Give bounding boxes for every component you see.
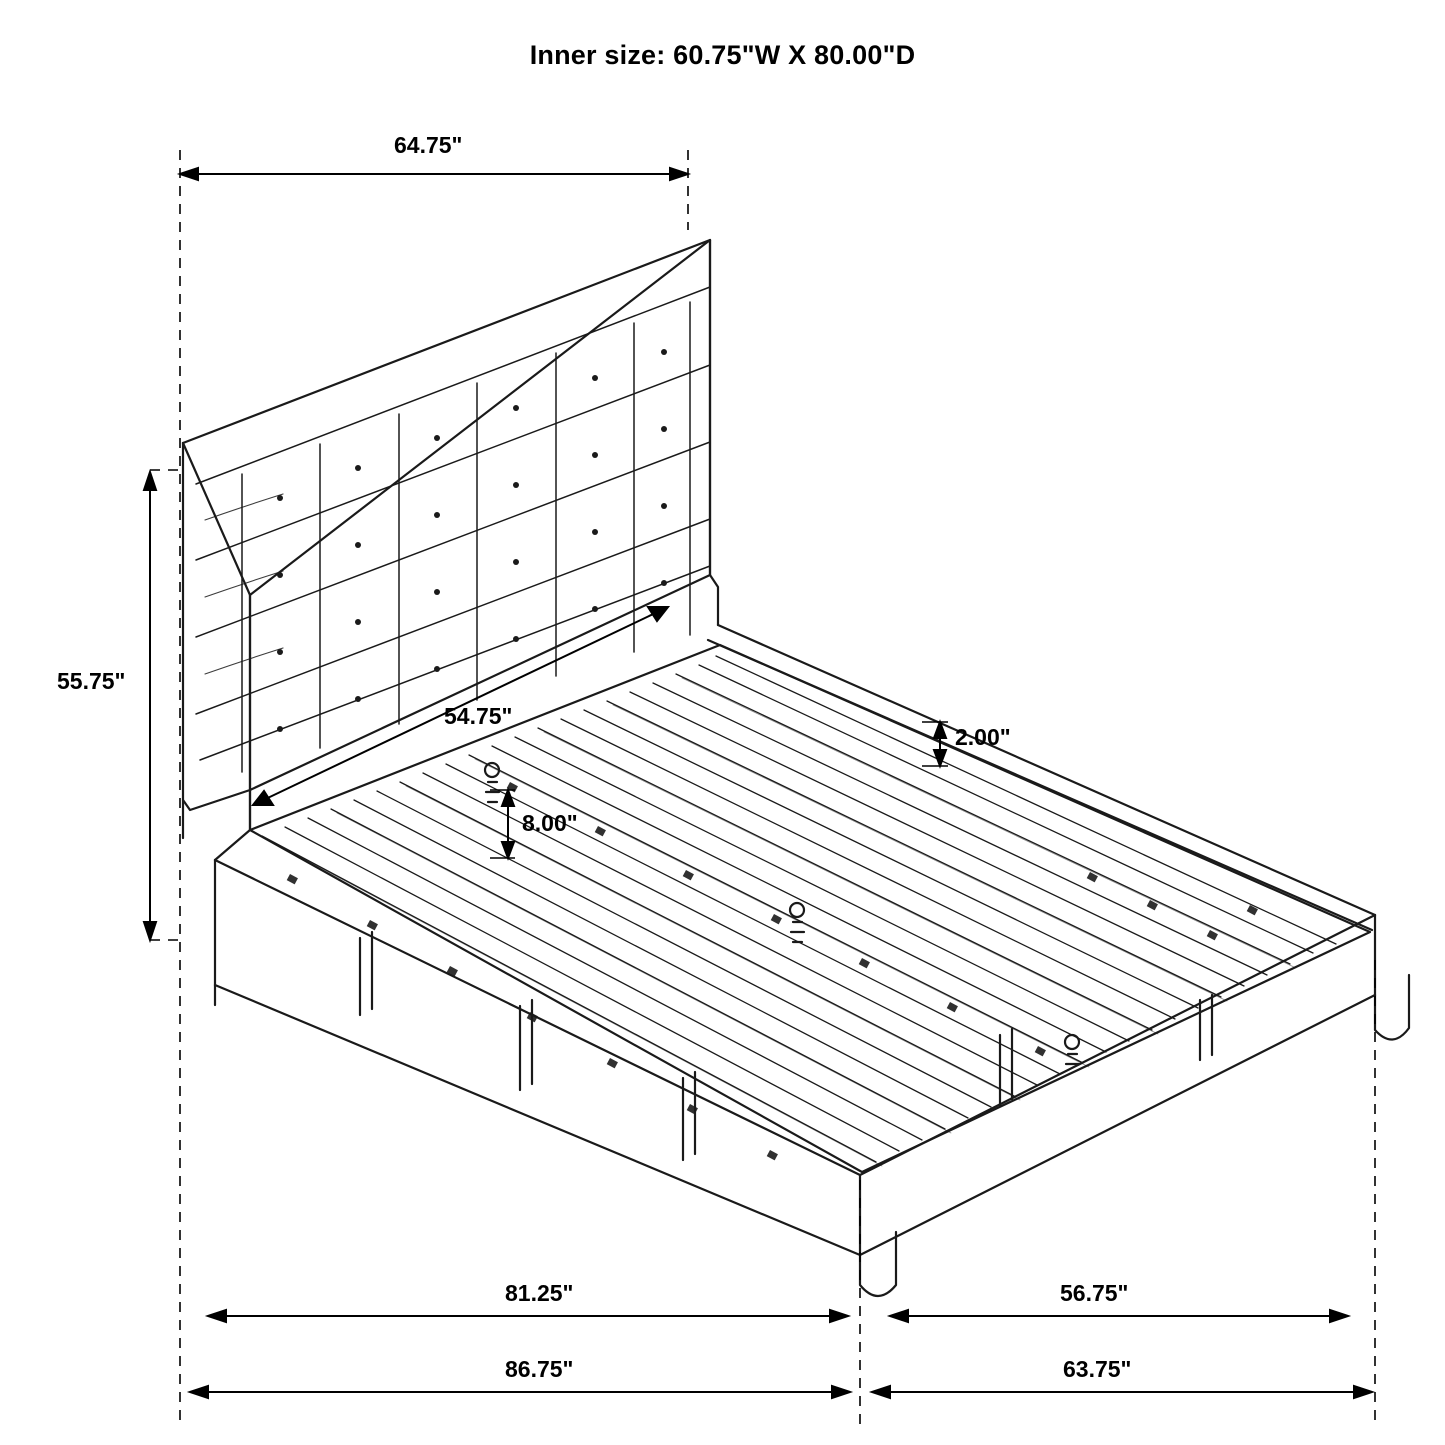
tuft-buttons bbox=[277, 349, 667, 732]
slat-deck bbox=[250, 645, 1370, 1172]
headboard-tufting-grid bbox=[196, 287, 710, 772]
slat-fasteners bbox=[287, 782, 1258, 1160]
dim-overall-height bbox=[144, 472, 156, 940]
page-title: Inner size: 60.75"W X 80.00"D bbox=[529, 40, 916, 70]
headboard-outline bbox=[183, 240, 718, 838]
label-headboard-depth: 54.75" bbox=[444, 703, 513, 729]
bed-legs bbox=[215, 975, 1409, 1296]
label-headboard-width: 64.75" bbox=[394, 132, 463, 158]
label-overall-length: 86.75" bbox=[505, 1356, 574, 1382]
dim-headboard-width bbox=[180, 168, 688, 180]
dim-slat-spacing bbox=[490, 790, 515, 858]
label-slat-spacing: 8.00" bbox=[522, 810, 578, 836]
slats bbox=[262, 656, 1336, 1162]
dim-overall-length bbox=[190, 1386, 850, 1398]
dim-deck-width bbox=[890, 1310, 1348, 1322]
dim-deck-length bbox=[208, 1310, 848, 1322]
label-deck-width: 56.75" bbox=[1060, 1280, 1129, 1306]
label-rail-height: 2.00" bbox=[955, 724, 1011, 750]
label-overall-width: 63.75" bbox=[1063, 1356, 1132, 1382]
label-deck-length: 81.25" bbox=[505, 1280, 574, 1306]
dimension-lines bbox=[144, 150, 1375, 1425]
label-overall-height: 55.75" bbox=[57, 668, 126, 694]
dim-overall-width bbox=[872, 1386, 1372, 1398]
